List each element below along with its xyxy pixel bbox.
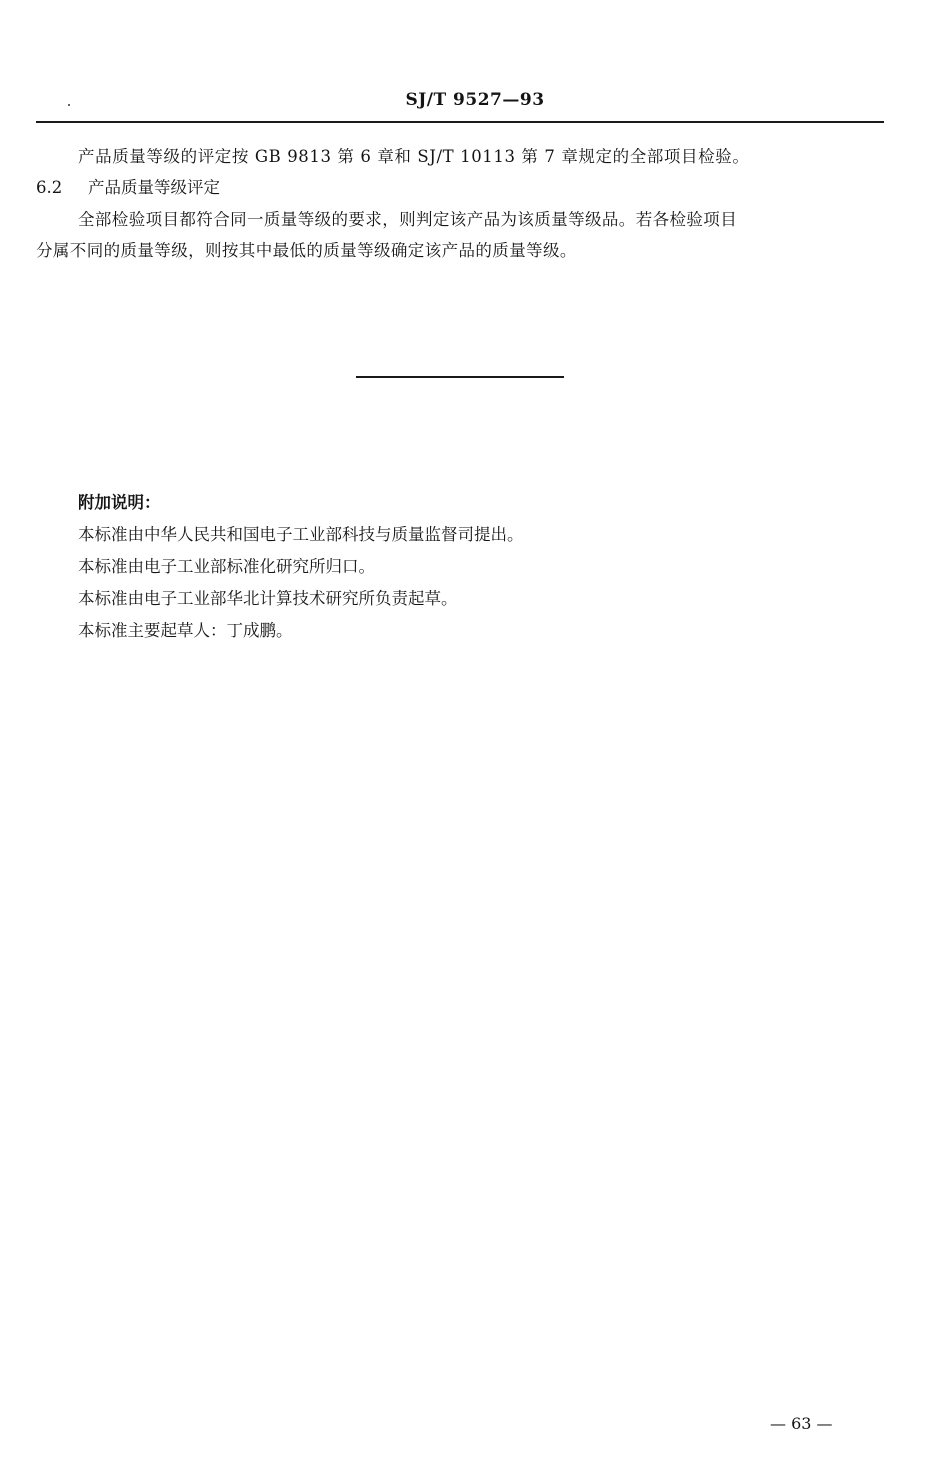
paragraph-evaluation-line-1: 全部检验项目都符合同一质量等级的要求，则判定该产品为该质量等级品。若各检验项目: [78, 210, 738, 229]
paragraph-inspection: 产品质量等级的评定按 GB 9813 第 6 章和 SJ/T 10113 第 7 章规定的全部项目检验。: [78, 147, 750, 166]
end-of-text-rule: [356, 376, 564, 378]
note-item: 本标准主要起草人：丁成鹏。: [78, 621, 293, 640]
section-heading: [36, 177, 220, 199]
note-item: 本标准由电子工业部标准化研究所归口。: [78, 557, 375, 576]
header-standard-code: SJ/T 9527—93: [405, 90, 545, 110]
section-number: 6.2: [36, 178, 63, 197]
note-item: 本标准由电子工业部华北计算技术研究所负责起草。: [78, 589, 458, 608]
page-number: — 63 —: [770, 1414, 833, 1433]
note-item: 本标准由中华人民共和国电子工业部科技与质量监督司提出。: [78, 525, 524, 544]
paragraph-evaluation-line-2: 分属不同的质量等级，则按其中最低的质量等级确定该产品的质量等级。: [36, 241, 577, 260]
section-title: 产品质量等级评定: [88, 178, 220, 197]
header-rule: [36, 121, 884, 123]
notes-heading: 附加说明：: [78, 493, 161, 512]
